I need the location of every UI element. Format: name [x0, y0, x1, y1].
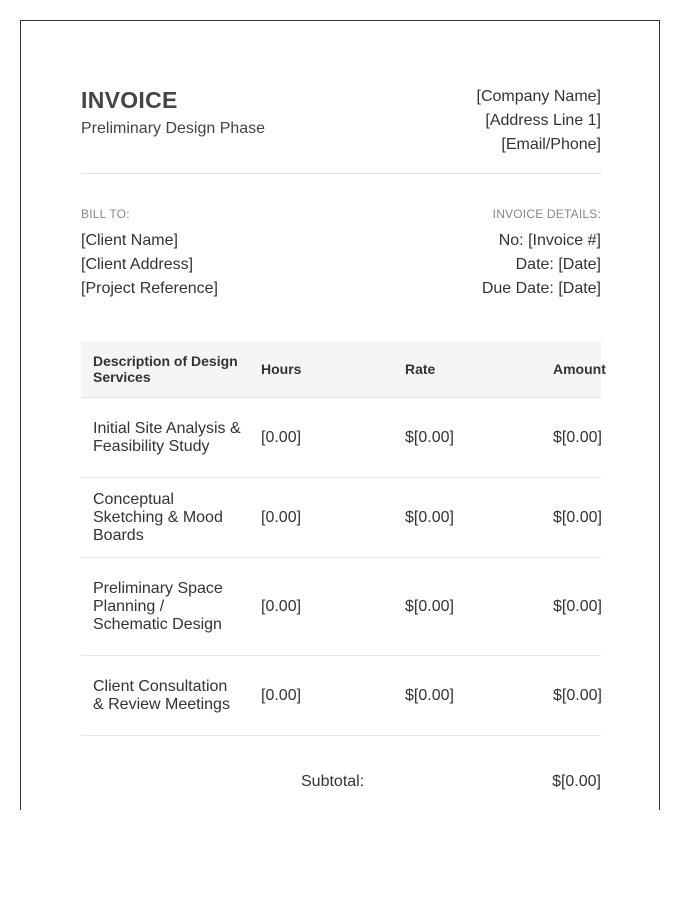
row-description: Initial Site Analysis & Feasibility Study — [81, 398, 253, 478]
table-row — [81, 478, 601, 558]
header-amount: Amount — [541, 341, 601, 398]
totals-section — [81, 773, 601, 797]
row-hours: [0.00] — [253, 398, 397, 478]
header-rate: Rate — [397, 341, 541, 398]
invoice-page — [20, 20, 660, 810]
row-rate: $[0.00] — [397, 398, 541, 478]
row-rate: $[0.00] — [397, 478, 541, 558]
invoice-date: Date: [Date] — [515, 256, 601, 273]
row-hours: [0.00] — [253, 478, 397, 558]
row-amount: $[0.00] — [541, 558, 601, 656]
row-amount: $[0.00] — [541, 398, 601, 478]
table-row — [81, 558, 601, 656]
row-rate: $[0.00] — [397, 656, 541, 736]
project-reference: [Project Reference] — [81, 280, 218, 297]
invoice-details-label: INVOICE DETAILS: — [492, 207, 601, 221]
invoice-title: INVOICE — [81, 87, 178, 113]
client-address: [Client Address] — [81, 256, 194, 273]
company-info — [477, 85, 602, 157]
row-description: Client Consultation & Review Meetings — [81, 656, 253, 736]
header-hours: Hours — [253, 341, 397, 398]
row-description: Conceptual Sketching & Mood Boards — [81, 478, 253, 558]
row-hours: [0.00] — [253, 656, 397, 736]
row-rate: $[0.00] — [397, 558, 541, 656]
subtotal-value: $[0.00] — [552, 773, 601, 790]
company-name: [Company Name] — [476, 88, 601, 105]
table-row — [81, 398, 601, 478]
company-address: [Address Line 1] — [485, 112, 601, 129]
client-name: [Client Name] — [81, 232, 178, 249]
subtotal-label: Subtotal: — [301, 773, 365, 790]
services-table — [81, 341, 606, 736]
header-description: Description of Design Services — [81, 341, 253, 398]
bill-to-section — [81, 207, 341, 301]
bill-to-label: BILL TO: — [81, 207, 130, 221]
invoice-subtitle: Preliminary Design Phase — [81, 120, 266, 137]
row-hours: [0.00] — [253, 558, 397, 656]
table-row — [81, 656, 601, 736]
invoice-details-section — [341, 207, 601, 301]
invoice-header — [81, 85, 601, 173]
invoice-due-date: Due Date: [Date] — [481, 280, 601, 297]
invoice-number: No: [Invoice #] — [498, 232, 601, 249]
row-description: Preliminary Space Planning / Schematic Design — [81, 558, 253, 656]
header-divider — [81, 173, 601, 174]
company-contact: [Email/Phone] — [501, 136, 601, 153]
table-header-row — [81, 341, 601, 398]
row-amount: $[0.00] — [541, 478, 601, 558]
row-amount: $[0.00] — [541, 656, 601, 736]
